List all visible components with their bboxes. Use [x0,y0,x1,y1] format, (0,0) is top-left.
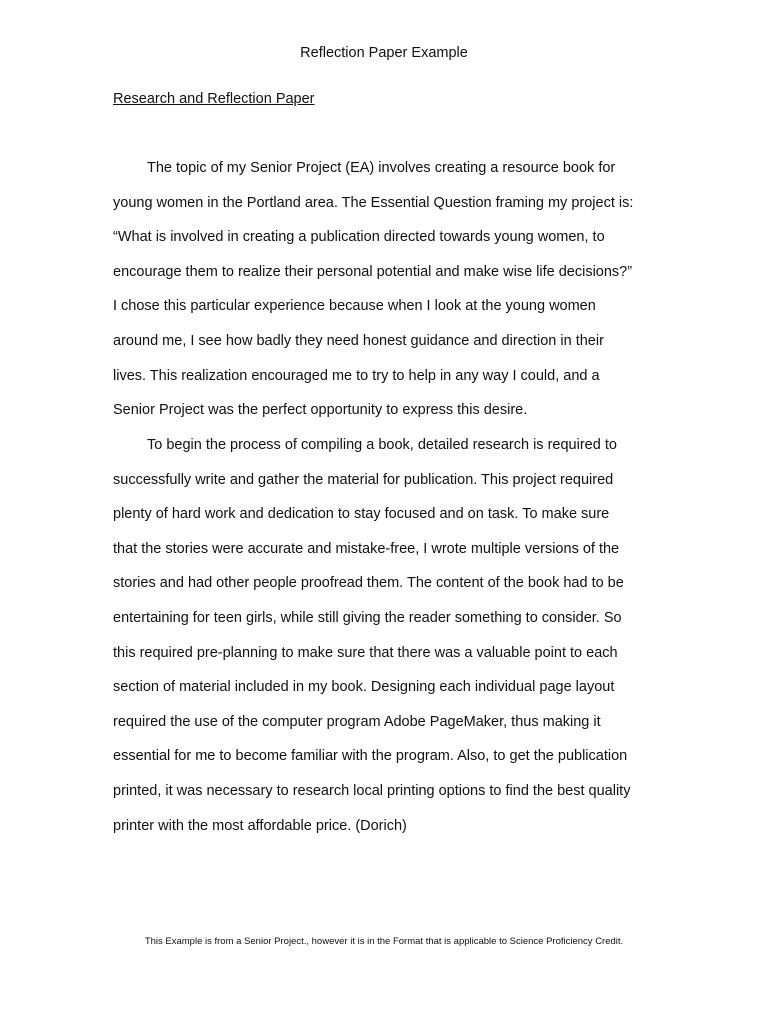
paragraph-line: Senior Project was the perfect opportunity to express this desire. [113,402,528,418]
paragraph-line: encourage them to realize their personal potential and make wise life decisions?” [113,264,633,280]
paragraph-line: printer with the most affordable price. (Dorich) [113,818,407,834]
paragraph-line: plenty of hard work and dedication to stay focused and on task. To make sure [113,506,610,522]
paragraph-line: successfully write and gather the material for publication. This project required [113,472,614,488]
paragraph-line: young women in the Portland area. The Essential Question framing my project is: [113,195,634,211]
paragraph-line: “What is involved in creating a publication directed towards young women, to [113,229,605,245]
paragraph-line: stories and had other people proofread them. The content of the book had to be [113,575,624,591]
section-heading: Research and Reflection Paper [113,91,315,107]
paragraph-line: The topic of my Senior Project (EA) involves creating a resource book for [147,160,616,176]
paragraph-line: To begin the process of compiling a book, detailed research is required to [147,437,617,453]
paragraph-line: essential for me to become familiar with the program. Also, to get the publication [113,748,628,764]
paragraph-line: entertaining for teen girls, while still giving the reader something to consider. So [113,610,622,626]
paragraph-line: printed, it was necessary to research local printing options to find the best quality [113,783,631,799]
paragraph-line: section of material included in my book. Designing each individual page layout [113,679,615,695]
paragraph-line: required the use of the computer program Adobe PageMaker, thus making it [113,714,601,730]
paragraph-line: lives. This realization encouraged me to try to help in any way I could, and a [113,368,600,384]
paragraph-line: this required pre-planning to make sure that there was a valuable point to each [113,645,618,661]
footer-note: This Example is from a Senior Project., however it is in the Format that is applicable to Science Proficiency Credit. [144,936,624,947]
paragraph-line: that the stories were accurate and mistake-free, I wrote multiple versions of the [113,541,620,557]
page-title: Reflection Paper Example [300,45,468,61]
paragraph-line: around me, I see how badly they need honest guidance and direction in their [113,333,604,349]
paragraph-line: I chose this particular experience because when I look at the young women [113,298,596,314]
